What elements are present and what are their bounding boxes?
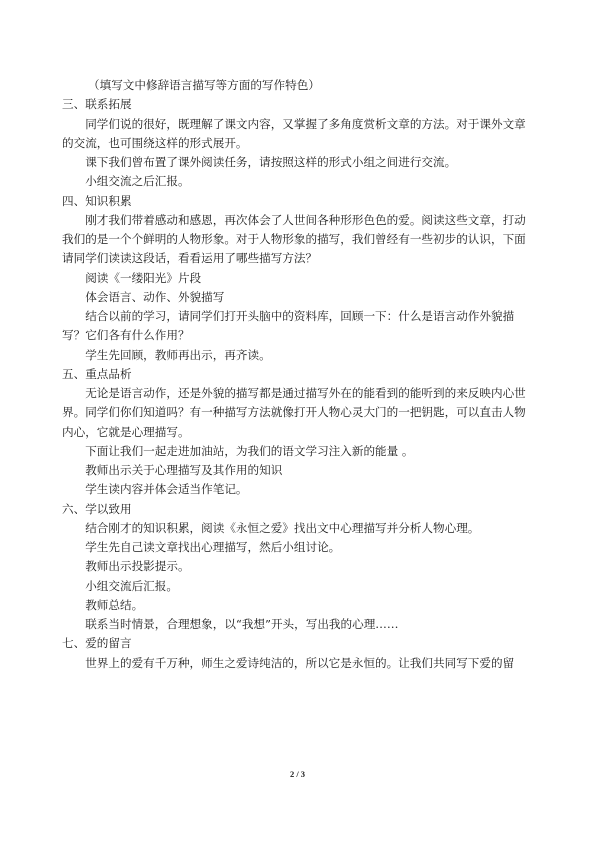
paragraph: 下面让我们一起走进加油站，为我们的语文学习注入新的能量 。 bbox=[85, 443, 414, 458]
paragraph: 小组交流后汇报。 bbox=[85, 578, 178, 593]
paragraph: 小组交流之后汇报。 bbox=[85, 174, 190, 189]
paragraph: 阅读《一缕阳光》片段 bbox=[85, 270, 202, 285]
paragraph: 结合以前的学习，请同学们打开头脑中的资料库，回顾一下：什么是语言动作外貌描写？它们各有什么作用？ bbox=[62, 309, 515, 343]
paragraph: 课下我们曾布置了课外阅读任务，请按照这样的形式小组之间进行交流。 bbox=[85, 155, 457, 169]
paragraph: 教师出示投影提示。 bbox=[85, 559, 190, 574]
paragraph: 联系当时情景，合理想象，以“我想”开头，写出我的心理…… bbox=[85, 617, 399, 631]
paragraph: 无论是语言动作，还是外貌的描写都是通过描写外在的能看到的能听到的来反映内心世界。同学们你们知道吗？有一种描写方法就像打开人物心灵大门的一把钥匙，可以直击人物内心，它就是心理描写。 bbox=[62, 386, 526, 439]
page-number: 2 / 3 bbox=[289, 769, 306, 779]
paragraph: 教师出示关于心理描写及其作用的知识 bbox=[85, 463, 283, 477]
paragraph: （填写文中修辞语言描写等方面的写作特色） bbox=[88, 78, 320, 92]
paragraph: 体会语言、动作、外貌描写 bbox=[85, 289, 225, 304]
paragraph: 结合刚才的知识积累，阅读《永恒之爱》找出文中心理描写并分析人物心理。 bbox=[85, 520, 480, 535]
paragraph: 刚才我们带着感动和感恩，再次体会了人世间各种形形色色的爱。阅读这些文章，打动我们的是一个个鲜明的人物形象。对于人物形象的描写，我们曾经有一些初步的认识，下面请同学们读读这段话，看看运用了哪些描写方法？ bbox=[62, 212, 526, 266]
paragraph: 学生先回顾，教师再出示，再齐读。 bbox=[85, 347, 271, 362]
paragraph: 教师总结。 bbox=[85, 597, 144, 612]
paragraph: 学生读内容并体会适当作笔记。 bbox=[85, 482, 248, 497]
paragraph: 同学们说的很好，既理解了课文内容，又掌握了多角度赏析文章的方法。对于课外文章的交流，也可围绕这样的形式展开。 bbox=[62, 116, 526, 150]
section-heading: 七、爱的留言 bbox=[62, 636, 132, 651]
document-body bbox=[62, 76, 536, 673]
paragraph: 世界上的爱有千万种，师生之爱诗纯洁的，所以它是永恒的。让我们共同写下爱的留 bbox=[85, 655, 515, 670]
section-heading: 六、学以致用 bbox=[62, 501, 132, 516]
section-heading: 三、联系拓展 bbox=[62, 97, 132, 112]
section-heading: 五、重点品析 bbox=[62, 366, 132, 381]
section-heading: 四、知识积累 bbox=[62, 193, 132, 208]
paragraph: 学生先自己读文章找出心理描写，然后小组讨论。 bbox=[85, 540, 341, 554]
